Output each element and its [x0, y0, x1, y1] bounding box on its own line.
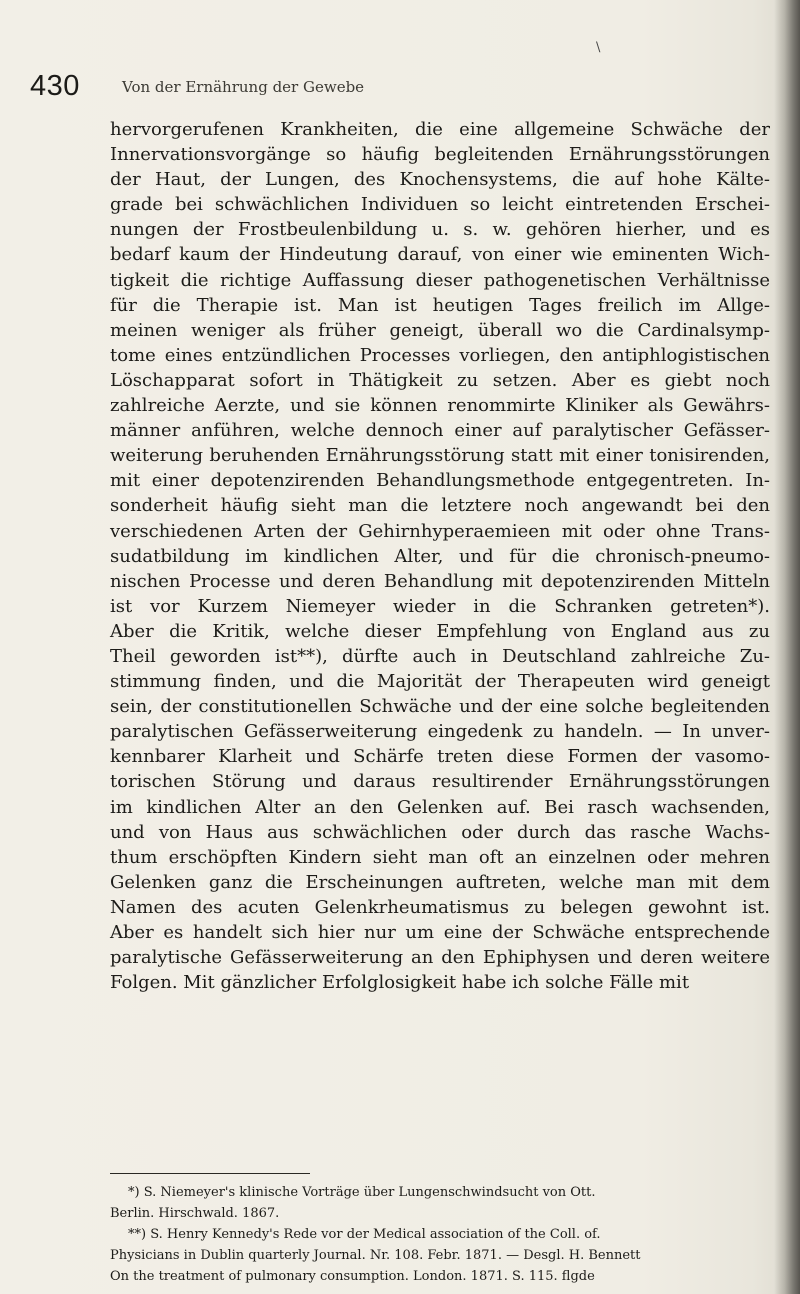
- body-line: Innervationsvorgänge so häufig begleitenden Ernährungsstörungen: [110, 144, 770, 166]
- page-number: 430: [30, 70, 80, 102]
- footnote-line: On the treatment of pulmonary consumption. London. 1871. S. 115. flgde: [110, 1269, 595, 1284]
- body-line: tigkeit die richtige Auffassung dieser pathogenetischen Verhältnisse: [110, 269, 770, 291]
- body-line: thum erschöpften Kindern sieht man oft an einzelnen oder mehren: [110, 846, 770, 868]
- running-head-title: Von der Ernährung der Gewebe: [122, 78, 365, 96]
- body-line: der Haut, der Lungen, des Knochensystems, die auf hohe Kälte-: [110, 169, 770, 191]
- body-line: Theil geworden ist**), dürfte auch in Deutschland zahlreiche Zu-: [110, 645, 770, 667]
- body-line: Aber es handelt sich hier nur um eine der Schwäche entsprechende: [110, 922, 770, 943]
- body-line: meinen weniger als früher geneigt, überall wo die Cardinalsymp-: [110, 319, 770, 341]
- body-line: für die Therapie ist. Man ist heutigen Tages freilich im Allge-: [110, 294, 770, 316]
- footnote-line: **) S. Henry Kennedy's Rede vor der Medical association of the Coll. of.: [128, 1227, 601, 1242]
- body-line: kennbarer Klarheit und Schärfe treten diese Formen der vasomo-: [110, 746, 770, 768]
- page-top-mark: \: [596, 40, 601, 55]
- body-line: bedarf kaum der Hindeutung darauf, von einer wie eminenten Wich-: [110, 244, 770, 266]
- body-line: Löschapparat sofort in Thätigkeit zu setzen. Aber es giebt noch: [110, 369, 770, 391]
- footnote-divider: [110, 1173, 310, 1174]
- body-text: [110, 117, 770, 995]
- footnotes: [110, 1182, 770, 1287]
- body-line: ist vor Kurzem Niemeyer wieder in die Schranken getreten*).: [110, 595, 770, 617]
- body-line: nischen Processe und deren Behandlung mit depotenzirenden Mitteln: [110, 570, 770, 592]
- body-line: paralytischen Gefässerweiterung eingedenk zu handeln. — In unver-: [110, 721, 770, 743]
- footnote-line: Physicians in Dublin quarterly Journal. Nr. 108. Febr. 1871. — Desgl. H. Bennett: [110, 1248, 641, 1263]
- body-line: Gelenken ganz die Erscheinungen auftreten, welche man mit dem: [110, 871, 770, 893]
- body-line: sein, der constitutionellen Schwäche und der eine solche begleitenden: [110, 696, 770, 718]
- body-line: paralytische Gefässerweiterung an den Ephiphysen und deren weitere: [110, 947, 770, 969]
- body-line: zahlreiche Aerzte, und sie können renommirte Kliniker als Gewährs-: [110, 395, 770, 417]
- body-line: torischen Störung und daraus resultirender Ernährungsstörungen: [110, 771, 770, 793]
- body-line: sudatbildung im kindlichen Alter, und für die chronisch-pneumo-: [110, 545, 770, 567]
- body-line: männer anführen, welche dennoch einer auf paralytischer Gefässer-: [110, 420, 770, 442]
- body-line: grade bei schwächlichen Individuen so leicht eintretenden Erschei-: [110, 194, 770, 216]
- footnote-line: Berlin. Hirschwald. 1867.: [110, 1206, 280, 1221]
- body-line: mit einer depotenzirenden Behandlungsmethode entgegentreten. In-: [110, 470, 770, 492]
- footnote-line: *) S. Niemeyer's klinische Vorträge über Lungenschwindsucht von Ott.: [128, 1185, 596, 1200]
- body-line: Aber die Kritik, welche dieser Empfehlung von England aus zu: [110, 620, 770, 642]
- body-line: tome eines entzündlichen Processes vorliegen, den antiphlogistischen: [110, 344, 770, 366]
- body-line: Namen des acuten Gelenkrheumatismus zu belegen gewohnt ist.: [110, 896, 770, 918]
- body-line: hervorgerufenen Krankheiten, die eine allgemeine Schwäche der: [110, 119, 770, 140]
- body-line: verschiedenen Arten der Gehirnhyperaemieen mit oder ohne Trans-: [110, 520, 770, 542]
- body-line: sonderheit häufig sieht man die letztere noch angewandt bei den: [110, 495, 770, 517]
- body-line: weiterung beruhenden Ernährungsstörung statt mit einer tonisirenden,: [110, 445, 770, 467]
- body-line: nungen der Frostbeulenbildung u. s. w. gehören hierher, und es: [110, 219, 770, 241]
- page-binding-edge: [774, 0, 800, 1294]
- body-line: und von Haus aus schwächlichen oder durch das rasche Wachs-: [110, 821, 770, 843]
- body-line: im kindlichen Alter an den Gelenken auf. Bei rasch wachsenden,: [110, 796, 770, 818]
- body-line: stimmung finden, und die Majorität der Therapeuten wird geneigt: [110, 671, 770, 693]
- running-head: [30, 70, 710, 106]
- body-line: Folgen. Mit gänzlicher Erfolglosigkeit habe ich solche Fälle mit: [110, 972, 690, 994]
